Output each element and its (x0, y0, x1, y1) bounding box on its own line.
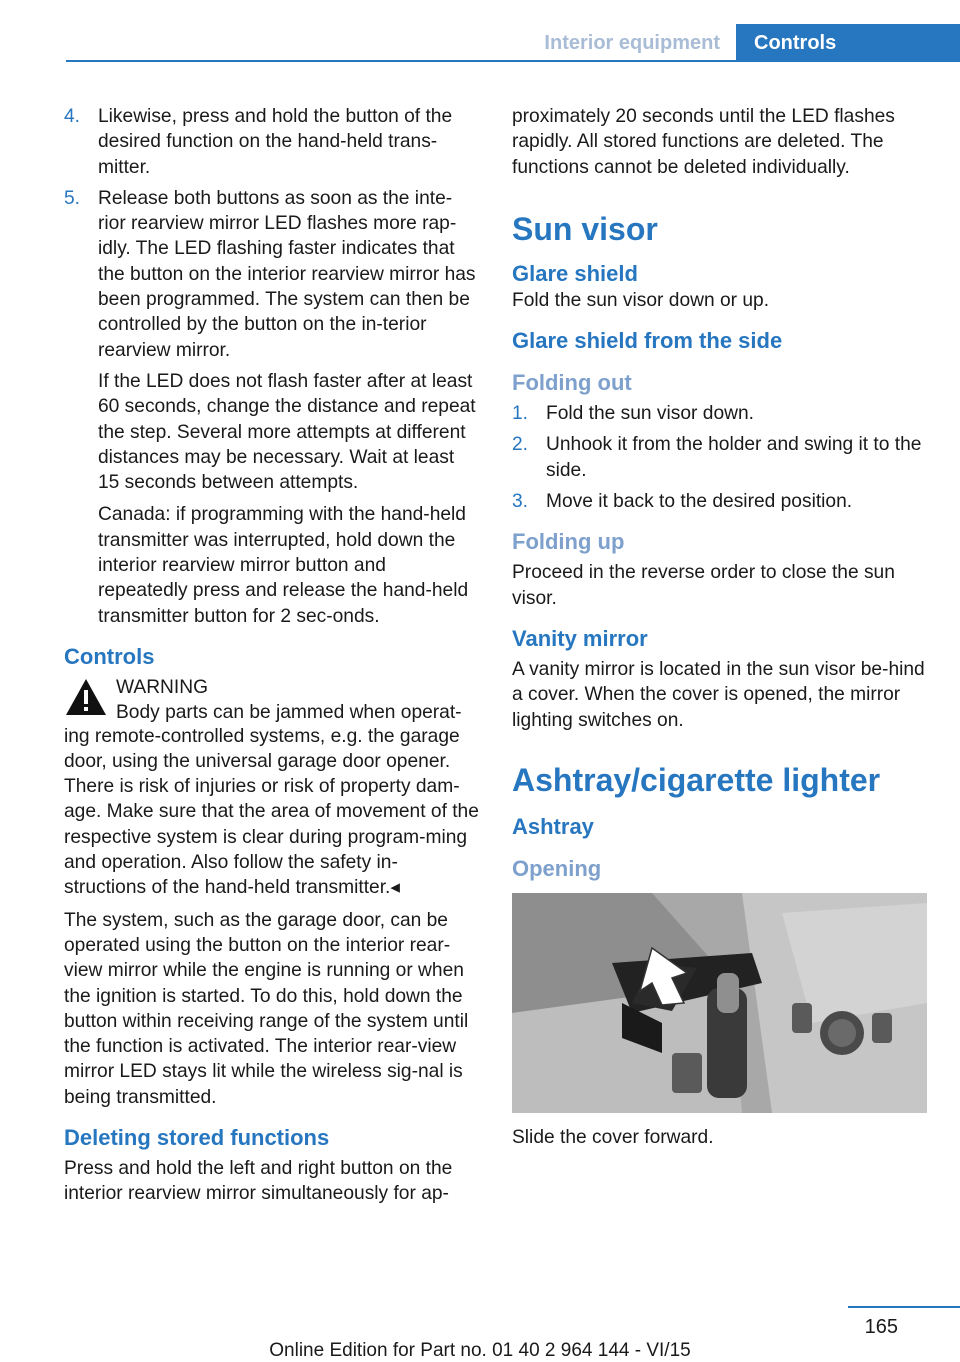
step-number: 4. (64, 106, 81, 127)
header-tab: Controls (736, 24, 960, 62)
heading-ashtray-lighter: Ashtray/cigarette lighter (512, 761, 881, 798)
heading-controls: Controls (64, 643, 155, 669)
footer-rule (848, 1306, 960, 1308)
warning-label: WARNING (116, 676, 209, 698)
list-item (64, 186, 479, 363)
photo-caption: Slide the cover forward. (512, 1126, 714, 1148)
paragraph: A vanity mirror is located in the sun visor be-hind a cover. When the cover is opened, the mirror lighting switches on. (512, 658, 925, 731)
heading-vanity-mirror: Vanity mirror (512, 625, 648, 651)
paragraph: Proceed in the reverse order to close the sun visor. (512, 562, 895, 609)
left-column (64, 104, 479, 1214)
warning-text: ing remote-controlled systems, e.g. the garage door, using the universal garage door opener. There is risk of injuries or risk of property dam-age. Make sure that the area of movement of the respective system is clear during program-ming and operation. Also follow the safety in-structions of the hand-held transmitter.◂ (64, 725, 479, 899)
paragraph: Fold the sun visor down or up. (512, 289, 770, 311)
step-text: Unhook it from the holder and swing it to the side. (546, 434, 922, 481)
ashtray-photo (512, 893, 927, 1113)
step-text: Fold the sun visor down. (546, 403, 754, 425)
heading-sun-visor: Sun visor (512, 210, 658, 247)
page-number: 165 (864, 1316, 898, 1338)
heading-folding-out: Folding out (512, 370, 632, 396)
paragraph: Canada: if programming with the hand-held transmitter was interrupted, hold down the interior rearview mirror button and repeatedly press and release the hand-held transmitter button for 2 sec-onds. (98, 504, 469, 627)
header-section: Interior equipment (544, 32, 720, 54)
step-number: 2. (512, 434, 529, 456)
right-column (512, 104, 932, 1157)
list-item (512, 401, 932, 426)
heading-opening: Opening (512, 855, 602, 881)
warning-icon (64, 677, 108, 717)
heading-glare-side: Glare shield from the side (512, 328, 783, 354)
paragraph: If the LED does not flash faster after at least 60 seconds, change the distance and repeat the step. Several more attempts at different distances may be necessary. Wait at least 15 seconds between attempts. (98, 370, 476, 494)
step-text: Move it back to the desired position. (546, 491, 853, 513)
heading-glare-shield: Glare shield (512, 260, 638, 286)
heading-deleting: Deleting stored functions (64, 1124, 330, 1150)
list-item (512, 489, 932, 514)
list-item (64, 104, 479, 180)
heading-folding-up: Folding up (512, 529, 625, 555)
paragraph: proximately 20 seconds until the LED flashes rapidly. All stored functions are deleted. The functions cannot be deleted individually. (512, 106, 895, 178)
warning-first-line: Body parts can be jammed when operat- (116, 702, 462, 724)
paragraph: Press and hold the left and right button on the interior rearview mirror simultaneously for ap- (64, 1157, 453, 1205)
step-number: 3. (512, 491, 529, 513)
step-text: Likewise, press and hold the button of the desired function on the hand-held trans-mitter. (98, 106, 453, 178)
footer-edition: Online Edition for Part no. 01 40 2 964 144 - VI/15 (269, 1340, 691, 1361)
paragraph: The system, such as the garage door, can be operated using the button on the interior rear-view mirror while the engine is running or when the ignition is started. To do this, hold down the button within receiving range of the system until the function is activated. The interior rear-view mirror LED stays lit while the wireless sig-nal is being transmitted. (64, 909, 469, 1108)
step-text: Release both buttons as soon as the inte-rior rearview mirror LED flashes more rap-idly. The LED flashing faster indicates that the button on the interior rearview mirror has been programmed. The system can then be controlled by the button on the in-terior rearview mirror. (98, 187, 476, 361)
step-number: 5. (64, 187, 81, 209)
list-item (512, 432, 932, 483)
step-number: 1. (512, 403, 529, 425)
heading-ashtray: Ashtray (512, 813, 594, 839)
warning-block (64, 675, 479, 726)
